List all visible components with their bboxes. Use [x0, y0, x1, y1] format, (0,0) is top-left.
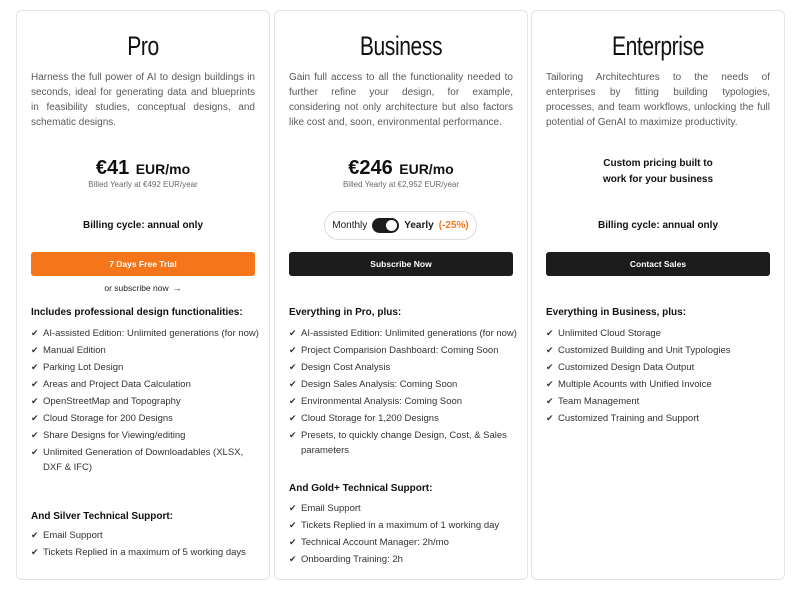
check-icon: ✔ — [289, 328, 297, 338]
check-icon: ✔ — [546, 362, 554, 372]
check-icon: ✔ — [31, 530, 39, 540]
pricing-card-pro — [16, 10, 270, 580]
feature-text: Customized Building and Unit Typologies — [558, 345, 731, 356]
price-unit: EUR/mo — [135, 161, 191, 177]
check-icon: ✔ — [31, 413, 39, 423]
check-icon: ✔ — [31, 547, 39, 557]
feature-text: Design Sales Analysis: Coming Soon — [301, 379, 458, 390]
feature-text: Team Management — [558, 396, 640, 407]
custom-pricing-line: work for your business — [602, 174, 714, 185]
feature-text: Multiple Acounts with Unified Invoice — [558, 379, 712, 390]
billing-period-toggle — [324, 211, 477, 240]
feature-item — [546, 377, 774, 392]
feature-text: Email Support — [43, 530, 103, 541]
feature-item — [31, 343, 259, 358]
check-icon: ✔ — [289, 430, 297, 440]
features-heading: Includes professional design functionalities: — [31, 307, 243, 318]
check-icon: ✔ — [31, 362, 39, 372]
feature-item — [546, 360, 774, 375]
check-icon: ✔ — [289, 413, 297, 423]
pricing-card-enterprise — [531, 10, 785, 580]
check-icon: ✔ — [546, 396, 554, 406]
check-icon: ✔ — [289, 503, 297, 513]
price-amount: €246 — [348, 157, 393, 179]
feature-text: Design Cost Analysis — [301, 362, 391, 373]
features-list — [31, 326, 259, 477]
feature-item — [289, 394, 517, 409]
feature-text: Onboarding Training: 2h — [301, 554, 403, 565]
toggle-knob — [386, 220, 397, 231]
check-icon: ✔ — [31, 345, 39, 355]
check-icon: ✔ — [31, 430, 39, 440]
feature-item — [289, 535, 517, 550]
subscribe-now-link[interactable] — [17, 283, 269, 293]
price-row — [275, 157, 527, 180]
feature-text: Customized Training and Support — [558, 413, 699, 424]
feature-item — [289, 343, 517, 358]
custom-pricing-line: Custom pricing built to — [603, 158, 713, 169]
feature-item — [31, 528, 259, 543]
check-icon: ✔ — [289, 345, 297, 355]
features-list — [289, 326, 517, 460]
feature-text: Unlimited Cloud Storage — [558, 328, 661, 339]
plan-description: Harness the full power of AI to design buildings in seconds, ideal for generating data and blueprints in feasibility studies, conceptual designs, and schematic designs. — [31, 72, 255, 128]
check-icon: ✔ — [31, 328, 39, 338]
feature-item — [289, 377, 517, 392]
feature-text: AI-assisted Edition: Unlimited generations (for now) — [43, 328, 259, 339]
feature-item — [31, 394, 259, 409]
features-heading: Everything in Business, plus: — [546, 307, 687, 318]
feature-text: Environmental Analysis: Coming Soon — [301, 396, 463, 407]
check-icon: ✔ — [289, 537, 297, 547]
check-icon: ✔ — [289, 554, 297, 564]
plan-description: Gain full access to all the functionality needed to further refine your design, for example, considering not only architecture but also factors like cost and, soon, environmental performance. — [289, 72, 513, 128]
monthly-label[interactable]: Monthly — [332, 220, 368, 231]
support-heading: And Silver Technical Support: — [31, 511, 174, 522]
check-icon: ✔ — [31, 396, 39, 406]
check-icon: ✔ — [31, 447, 39, 457]
check-icon: ✔ — [546, 413, 554, 423]
feature-text: Cloud Storage for 1,200 Designs — [301, 413, 439, 424]
feature-item — [31, 377, 259, 392]
feature-item — [31, 545, 259, 560]
price-row — [17, 157, 269, 180]
feature-item — [31, 428, 259, 443]
feature-text: Unlimited Generation of Downloadables (XLSX, DXF & IFC) — [43, 447, 244, 473]
billed-note: Billed Yearly at €492 EUR/year — [88, 180, 198, 189]
pricing-card-business — [274, 10, 528, 580]
feature-item — [31, 360, 259, 375]
discount-badge: (-25%) — [438, 220, 469, 231]
check-icon: ✔ — [546, 379, 554, 389]
check-icon: ✔ — [546, 328, 554, 338]
feature-text: Email Support — [301, 503, 361, 514]
feature-item — [546, 343, 774, 358]
feature-item — [546, 394, 774, 409]
feature-text: OpenStreetMap and Topography — [43, 396, 181, 407]
feature-text: Parking Lot Design — [43, 362, 124, 373]
free-trial-button[interactable]: 7 Days Free Trial — [31, 252, 255, 276]
price-amount: €41 — [95, 157, 130, 179]
feature-text: AI-assisted Edition: Unlimited generations (for now) — [301, 328, 517, 339]
check-icon: ✔ — [289, 520, 297, 530]
plan-title: Pro — [127, 31, 159, 61]
features-list — [546, 326, 774, 428]
subscribe-now-button[interactable]: Subscribe Now — [289, 252, 513, 276]
feature-text: Tickets Replied in a maximum of 5 working days — [43, 547, 246, 558]
support-list — [31, 528, 259, 562]
feature-text: Customized Design Data Output — [558, 362, 695, 373]
feature-item — [31, 326, 259, 341]
feature-text: Technical Account Manager: 2h/mo — [301, 537, 449, 548]
billing-cycle-label: Billing cycle: annual only — [82, 220, 204, 231]
check-icon: ✔ — [546, 345, 554, 355]
billed-note: Billed Yearly at €2,952 EUR/year — [342, 180, 460, 189]
support-list — [289, 501, 517, 569]
feature-text: Cloud Storage for 200 Designs — [43, 413, 173, 424]
feature-item — [289, 360, 517, 375]
price-unit: EUR/mo — [399, 161, 454, 177]
check-icon: ✔ — [31, 379, 39, 389]
arrow-right-icon: → — [172, 283, 182, 293]
feature-item — [546, 326, 774, 341]
check-icon: ✔ — [289, 379, 297, 389]
feature-item — [289, 501, 517, 516]
feature-item — [31, 411, 259, 426]
custom-pricing-text — [532, 156, 784, 188]
feature-text: Manual Edition — [43, 345, 106, 356]
feature-text: Share Designs for Viewing/editing — [43, 430, 186, 441]
feature-item — [289, 411, 517, 426]
support-heading: And Gold+ Technical Support: — [289, 483, 433, 494]
feature-item — [31, 445, 259, 475]
feature-text: Areas and Project Data Calculation — [43, 379, 191, 390]
features-heading: Everything in Pro, plus: — [289, 307, 402, 318]
plan-title: Business — [359, 31, 443, 61]
plan-description: Tailoring Architechtures to the needs of enterprises by fitting building typologies, processes, and team workflows, unlocking the full potential of GenAI to maximize productivity. — [546, 72, 770, 128]
plan-title: Enterprise — [611, 31, 705, 61]
feature-item — [289, 552, 517, 567]
yearly-label[interactable]: Yearly — [404, 220, 434, 231]
feature-item — [289, 518, 517, 533]
subscribe-link-label: or subscribe now — [104, 283, 169, 293]
feature-item — [289, 428, 517, 458]
feature-item — [289, 326, 517, 341]
billing-cycle-label: Billing cycle: annual only — [597, 220, 719, 231]
feature-text: Tickets Replied in a maximum of 1 working day — [301, 520, 500, 531]
check-icon: ✔ — [289, 396, 297, 406]
feature-text: Project Comparision Dashboard: Coming Soon — [301, 345, 499, 356]
feature-text: Presets, to quickly change Design, Cost, & Sales parameters — [301, 430, 507, 456]
contact-sales-button[interactable]: Contact Sales — [546, 252, 770, 276]
feature-item — [546, 411, 774, 426]
check-icon: ✔ — [289, 362, 297, 372]
billing-toggle-switch[interactable] — [372, 218, 399, 233]
